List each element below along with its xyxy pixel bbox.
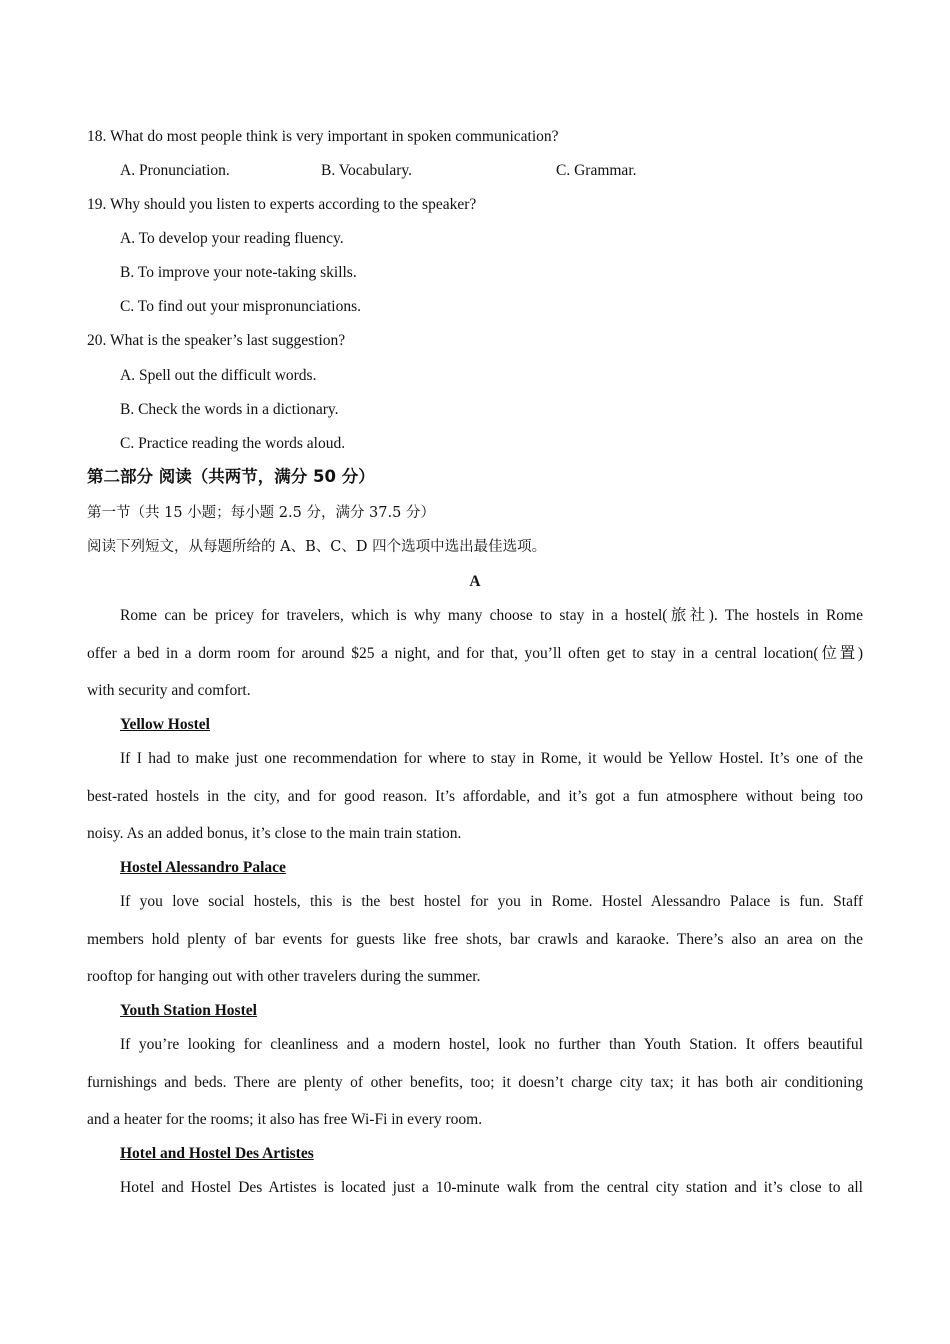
hostel-title-des-artistes: Hotel and Hostel Des Artistes	[120, 1145, 314, 1162]
reading-instruction: 阅读下列短文，从每题所给的 A、B、C、D 四个选项中选出最佳选项。	[87, 539, 547, 555]
alessandro-line-2: members hold plenty of bar events for guests like free shots, bar crawls and karaoke. There’s also an area on the	[87, 931, 863, 948]
q18-option-c: C. Grammar.	[556, 162, 637, 179]
section-one-heading: 第一节（共 15 小题；每小题 2.5 分，满分 37.5 分）	[87, 505, 435, 521]
youth-line-1: If you’re looking for cleanliness and a modern hostel, look no further than Youth Station. It offers beautiful	[120, 1036, 863, 1053]
artistes-line-1: Hotel and Hostel Des Artistes is located just a 10-minute walk from the central city station and it’s close to all	[120, 1179, 863, 1196]
hostel-title-yellow: Yellow Hostel	[120, 716, 210, 733]
part-two-heading: 第二部分 阅读（共两节，满分 50 分）	[87, 467, 375, 486]
question-19: 19. Why should you listen to experts according to the speaker?	[87, 196, 477, 213]
q20-option-c: C. Practice reading the words aloud.	[120, 435, 346, 452]
question-18: 18. What do most people think is very important in spoken communication?	[87, 128, 559, 145]
q19-option-c: C. To find out your mispronunciations.	[120, 298, 362, 315]
q18-option-b: B. Vocabulary.	[321, 162, 412, 179]
question-20: 20. What is the speaker’s last suggestion?	[87, 332, 346, 349]
q19-option-b: B. To improve your note-taking skills.	[120, 264, 357, 281]
q20-option-a: A. Spell out the difficult words.	[120, 367, 317, 384]
q19-option-a: A. To develop your reading fluency.	[120, 230, 344, 247]
q20-option-b: B. Check the words in a dictionary.	[120, 401, 339, 418]
intro-line-3: with security and comfort.	[87, 682, 251, 699]
youth-line-2: furnishings and beds. There are plenty of other benefits, too; it doesn’t charge city tax; it has both air conditioning	[87, 1074, 863, 1091]
hostel-title-youth-station: Youth Station Hostel	[120, 1002, 257, 1019]
q18-option-a: A. Pronunciation.	[120, 162, 230, 179]
yellow-line-1: If I had to make just one recommendation for where to stay in Rome, it would be Yellow Hostel. It’s one of the	[120, 750, 863, 767]
alessandro-line-3: rooftop for hanging out with other travelers during the summer.	[87, 968, 481, 985]
yellow-line-2: best-rated hostels in the city, and for good reason. It’s affordable, and it’s got a fun atmosphere without being too	[87, 788, 863, 805]
alessandro-line-1: If you love social hostels, this is the best hostel for you in Rome. Hostel Alessandro Palace is fun. Staff	[120, 893, 863, 910]
passage-label: A	[469, 573, 481, 590]
intro-line-2: offer a bed in a dorm room for around $25 a night, and for that, you’ll often get to stay in a central location(位置)	[87, 645, 863, 662]
yellow-line-3: noisy. As an added bonus, it’s close to the main train station.	[87, 825, 462, 842]
intro-line-1: Rome can be pricey for travelers, which is why many choose to stay in a hostel(旅社). The hostels in Rome	[120, 607, 863, 624]
youth-line-3: and a heater for the rooms; it also has free Wi-Fi in every room.	[87, 1111, 483, 1128]
hostel-title-alessandro: Hostel Alessandro Palace	[120, 859, 286, 876]
